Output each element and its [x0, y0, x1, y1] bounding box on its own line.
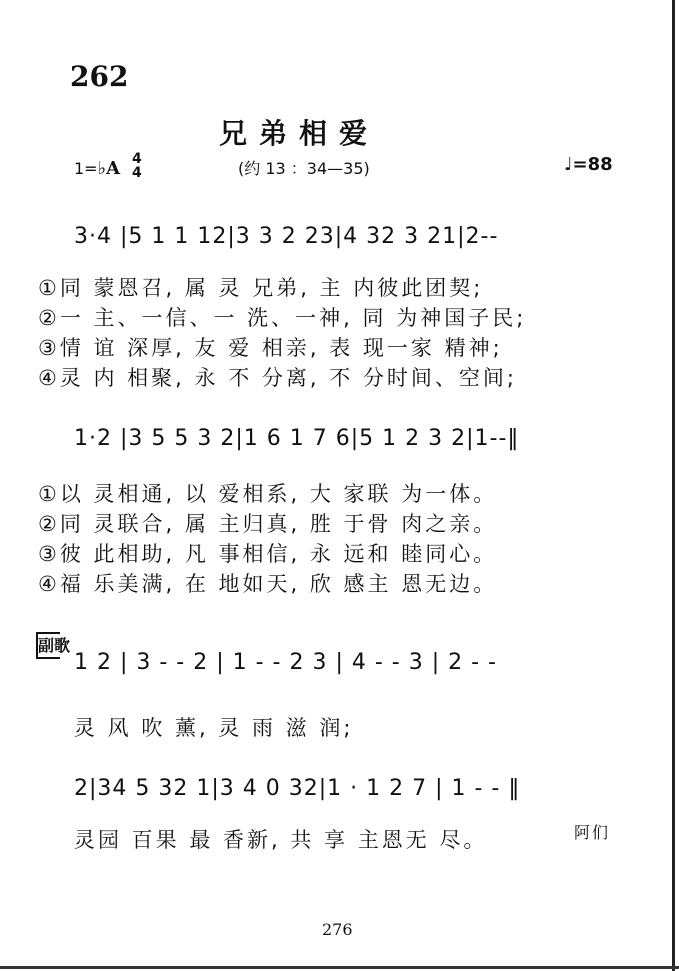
page-number: 276: [322, 920, 353, 939]
verse-line: ③彼 此相助, 凡 事相信, 永 远和 睦同心。: [38, 542, 498, 566]
meter-top: 4: [132, 151, 142, 167]
amen: 阿们: [574, 823, 611, 842]
verse-line: ①同 蒙恩召, 属 灵 兄弟, 主 内彼此团契;: [38, 276, 484, 300]
notation-line: 1·2 |3 5 5 3 2|1 6 1 7 6|5 1 2 3 2|1--‖: [74, 426, 520, 451]
hymn-title: 兄弟相爱: [219, 117, 380, 150]
verse-line: ①以 灵相通, 以 爱相系, 大 家联 为一体。: [38, 482, 498, 506]
tempo-marking: ♩=88: [564, 154, 613, 175]
notation-line: 2|34 5 32 1|3 4 0 32|1 · 1 2 7 | 1 - - ‖: [74, 776, 521, 801]
verse-line: ②同 灵联合, 属 主归真, 胜 于骨 肉之亲。: [38, 512, 498, 536]
key-prefix: 1=: [74, 159, 98, 178]
chorus-label: 副歌: [36, 632, 60, 659]
key-note: ♭A: [97, 158, 121, 179]
meter-bottom: 4: [132, 165, 142, 181]
verse-line: ④福 乐美满, 在 地如天, 欣 感主 恩无边。: [38, 572, 498, 596]
chorus-lyric: 灵 风 吹 薰, 灵 雨 滋 润;: [74, 716, 354, 740]
notation-line: 3·4 |5 1 1 12|3 3 2 23|4 32 3 21|2--: [74, 224, 499, 249]
verse-line: ③情 谊 深厚, 友 爱 相亲, 表 现一家 精神;: [38, 336, 503, 360]
notation-line: 1 2 | 3 - - 2 | 1 - - 2 3 | 4 - - 3 | 2 - -: [74, 650, 497, 675]
hymn-number: 262: [70, 60, 129, 93]
verse-line: ②一 主、一信、一 洗、一神, 同 为神国子民;: [38, 306, 527, 330]
scripture-reference: (约 13 ：34—35): [238, 159, 370, 178]
chorus-lyric: 灵园 百果 最 香新, 共 享 主恩无 尽。: [74, 828, 488, 852]
time-signature: [132, 152, 142, 180]
verse-line: ④灵 内 相聚, 永 不 分离, 不 分时间、空间;: [38, 366, 517, 390]
page-edge: [0, 966, 679, 969]
page-edge: [672, 0, 675, 971]
key-signature: [74, 158, 120, 179]
